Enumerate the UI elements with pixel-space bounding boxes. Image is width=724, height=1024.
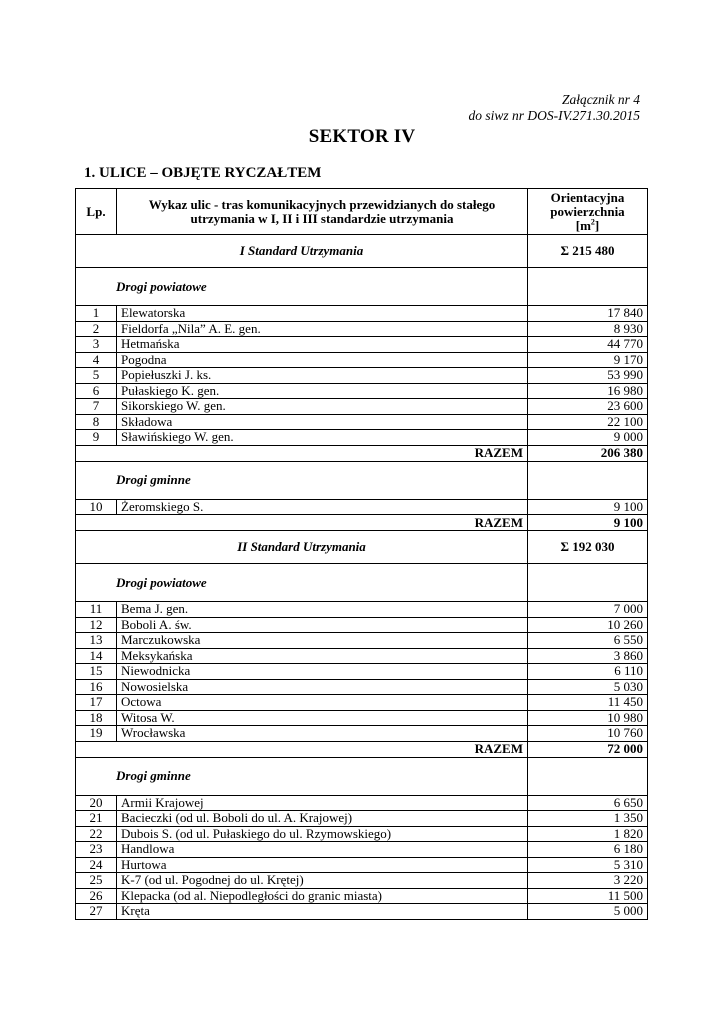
table-row bbox=[76, 664, 648, 680]
row-street-name: Popiełuszki J. ks. bbox=[117, 368, 528, 384]
row-street-name: Sławińskiego W. gen. bbox=[117, 430, 528, 446]
sum-value: 72 000 bbox=[528, 741, 648, 757]
row-street-name: Wrocławska bbox=[117, 726, 528, 742]
row-area: 3 860 bbox=[528, 648, 648, 664]
row-street-name: Elewatorska bbox=[117, 306, 528, 322]
sum-value: 206 380 bbox=[528, 445, 648, 461]
row-street-name: Marczukowska bbox=[117, 633, 528, 649]
row-lp: 7 bbox=[76, 399, 117, 415]
header-area-label: Orientacyjna powierzchnia bbox=[550, 189, 625, 219]
row-area: 6 650 bbox=[528, 795, 648, 811]
table-row bbox=[76, 352, 648, 368]
row-lp: 24 bbox=[76, 857, 117, 873]
section-heading: 1. ULICE – OBJĘTE RYCZAŁTEM bbox=[84, 165, 322, 181]
row-street-name: Armii Krajowej bbox=[117, 795, 528, 811]
row-area: 9 170 bbox=[528, 352, 648, 368]
row-area: 1 350 bbox=[528, 811, 648, 827]
header-area bbox=[528, 189, 648, 235]
row-lp: 27 bbox=[76, 904, 117, 920]
row-lp: 21 bbox=[76, 811, 117, 827]
road-group-empty-cell bbox=[528, 564, 648, 602]
table-row bbox=[76, 368, 648, 384]
road-group-row bbox=[76, 757, 648, 795]
table-row bbox=[76, 826, 648, 842]
standard-row bbox=[76, 531, 648, 564]
annex-note bbox=[468, 92, 640, 124]
table-row bbox=[76, 321, 648, 337]
row-area: 5 000 bbox=[528, 904, 648, 920]
road-group-label: Drogi powiatowe bbox=[76, 564, 528, 602]
row-street-name: Octowa bbox=[117, 695, 528, 711]
row-lp: 14 bbox=[76, 648, 117, 664]
row-area: 3 220 bbox=[528, 873, 648, 889]
table-row bbox=[76, 857, 648, 873]
sum-row bbox=[76, 515, 648, 531]
row-area: 5 030 bbox=[528, 679, 648, 695]
road-group-row bbox=[76, 564, 648, 602]
header-area-unit-sup: 2 bbox=[590, 217, 595, 227]
row-area: 5 310 bbox=[528, 857, 648, 873]
row-lp: 4 bbox=[76, 352, 117, 368]
row-street-name: Boboli A. św. bbox=[117, 617, 528, 633]
annex-number: Załącznik nr 4 bbox=[561, 92, 640, 107]
annex-reference: do siwz nr DOS-IV.271.30.2015 bbox=[468, 108, 640, 123]
header-description: Wykaz ulic - tras komunikacyjnych przewidzianych do stałego utrzymania w I, II i III standardzie utrzymania bbox=[117, 189, 528, 235]
road-group-empty-cell bbox=[528, 268, 648, 306]
row-street-name: Kręta bbox=[117, 904, 528, 920]
row-lp: 3 bbox=[76, 337, 117, 353]
table-row bbox=[76, 399, 648, 415]
road-group-row bbox=[76, 461, 648, 499]
standard-label: I Standard Utrzymania bbox=[76, 235, 528, 268]
table-row bbox=[76, 726, 648, 742]
standard-row bbox=[76, 235, 648, 268]
row-lp: 12 bbox=[76, 617, 117, 633]
row-street-name: Nowosielska bbox=[117, 679, 528, 695]
row-area: 7 000 bbox=[528, 602, 648, 618]
row-area: 1 820 bbox=[528, 826, 648, 842]
table-row bbox=[76, 648, 648, 664]
header-area-unit-close: ] bbox=[594, 217, 600, 233]
sum-value: 9 100 bbox=[528, 515, 648, 531]
row-area: 6 180 bbox=[528, 842, 648, 858]
road-group-label: Drogi gminne bbox=[76, 461, 528, 499]
row-lp: 16 bbox=[76, 679, 117, 695]
row-street-name: Hetmańska bbox=[117, 337, 528, 353]
row-lp: 15 bbox=[76, 664, 117, 680]
table-row bbox=[76, 414, 648, 430]
header-area-unit-open: [m bbox=[575, 217, 591, 233]
row-lp: 20 bbox=[76, 795, 117, 811]
row-area: 6 550 bbox=[528, 633, 648, 649]
row-area: 17 840 bbox=[528, 306, 648, 322]
table-row bbox=[76, 633, 648, 649]
row-street-name: Składowa bbox=[117, 414, 528, 430]
row-lp: 1 bbox=[76, 306, 117, 322]
row-lp: 22 bbox=[76, 826, 117, 842]
row-area: 8 930 bbox=[528, 321, 648, 337]
standard-total: Σ 215 480 bbox=[528, 235, 648, 268]
row-area: 16 980 bbox=[528, 383, 648, 399]
row-street-name: Hurtowa bbox=[117, 857, 528, 873]
row-lp: 13 bbox=[76, 633, 117, 649]
table-row bbox=[76, 795, 648, 811]
table-row bbox=[76, 617, 648, 633]
row-lp: 2 bbox=[76, 321, 117, 337]
road-group-empty-cell bbox=[528, 757, 648, 795]
sum-label: RAZEM bbox=[76, 741, 528, 757]
row-lp: 25 bbox=[76, 873, 117, 889]
row-street-name: Pogodna bbox=[117, 352, 528, 368]
row-lp: 17 bbox=[76, 695, 117, 711]
table-row bbox=[76, 499, 648, 515]
row-area: 6 110 bbox=[528, 664, 648, 680]
row-street-name: Meksykańska bbox=[117, 648, 528, 664]
row-lp: 6 bbox=[76, 383, 117, 399]
row-street-name: Fieldorfa „Nila” A. E. gen. bbox=[117, 321, 528, 337]
page-title: SEKTOR IV bbox=[308, 126, 416, 147]
table-row bbox=[76, 383, 648, 399]
row-area: 11 450 bbox=[528, 695, 648, 711]
road-group-label: Drogi gminne bbox=[76, 757, 528, 795]
row-area: 11 500 bbox=[528, 888, 648, 904]
row-street-name: Klepacka (od al. Niepodległości do granic miasta) bbox=[117, 888, 528, 904]
table-row bbox=[76, 337, 648, 353]
row-area: 53 990 bbox=[528, 368, 648, 384]
row-lp: 5 bbox=[76, 368, 117, 384]
table-row bbox=[76, 888, 648, 904]
row-lp: 23 bbox=[76, 842, 117, 858]
table-header-row bbox=[76, 189, 648, 235]
row-street-name: Niewodnicka bbox=[117, 664, 528, 680]
row-lp: 18 bbox=[76, 710, 117, 726]
row-street-name: Żeromskiego S. bbox=[117, 499, 528, 515]
table-row bbox=[76, 842, 648, 858]
road-group-empty-cell bbox=[528, 461, 648, 499]
row-street-name: Sikorskiego W. gen. bbox=[117, 399, 528, 415]
row-street-name: Bacieczki (od ul. Boboli do ul. A. Krajowej) bbox=[117, 811, 528, 827]
row-lp: 9 bbox=[76, 430, 117, 446]
sum-label: RAZEM bbox=[76, 445, 528, 461]
road-group-row bbox=[76, 268, 648, 306]
header-lp: Lp. bbox=[76, 189, 117, 235]
row-area: 9 100 bbox=[528, 499, 648, 515]
table-row bbox=[76, 430, 648, 446]
row-area: 44 770 bbox=[528, 337, 648, 353]
row-lp: 19 bbox=[76, 726, 117, 742]
row-area: 10 760 bbox=[528, 726, 648, 742]
table-row bbox=[76, 873, 648, 889]
row-lp: 26 bbox=[76, 888, 117, 904]
row-area: 23 600 bbox=[528, 399, 648, 415]
row-area: 22 100 bbox=[528, 414, 648, 430]
table-row bbox=[76, 306, 648, 322]
row-street-name: K-7 (od ul. Pogodnej do ul. Krętej) bbox=[117, 873, 528, 889]
sum-row bbox=[76, 741, 648, 757]
row-area: 10 980 bbox=[528, 710, 648, 726]
row-street-name: Witosa W. bbox=[117, 710, 528, 726]
table-row bbox=[76, 695, 648, 711]
row-area: 10 260 bbox=[528, 617, 648, 633]
table-row bbox=[76, 679, 648, 695]
row-street-name: Bema J. gen. bbox=[117, 602, 528, 618]
row-lp: 10 bbox=[76, 499, 117, 515]
sum-label: RAZEM bbox=[76, 515, 528, 531]
row-lp: 11 bbox=[76, 602, 117, 618]
table-row bbox=[76, 602, 648, 618]
table-row bbox=[76, 811, 648, 827]
row-lp: 8 bbox=[76, 414, 117, 430]
road-group-label: Drogi powiatowe bbox=[76, 268, 528, 306]
streets-table bbox=[75, 188, 648, 920]
row-street-name: Handlowa bbox=[117, 842, 528, 858]
row-area: 9 000 bbox=[528, 430, 648, 446]
standard-label: II Standard Utrzymania bbox=[76, 531, 528, 564]
standard-total: Σ 192 030 bbox=[528, 531, 648, 564]
table-row bbox=[76, 904, 648, 920]
sum-row bbox=[76, 445, 648, 461]
row-street-name: Pułaskiego K. gen. bbox=[117, 383, 528, 399]
table-row bbox=[76, 710, 648, 726]
row-street-name: Dubois S. (od ul. Pułaskiego do ul. Rzymowskiego) bbox=[117, 826, 528, 842]
